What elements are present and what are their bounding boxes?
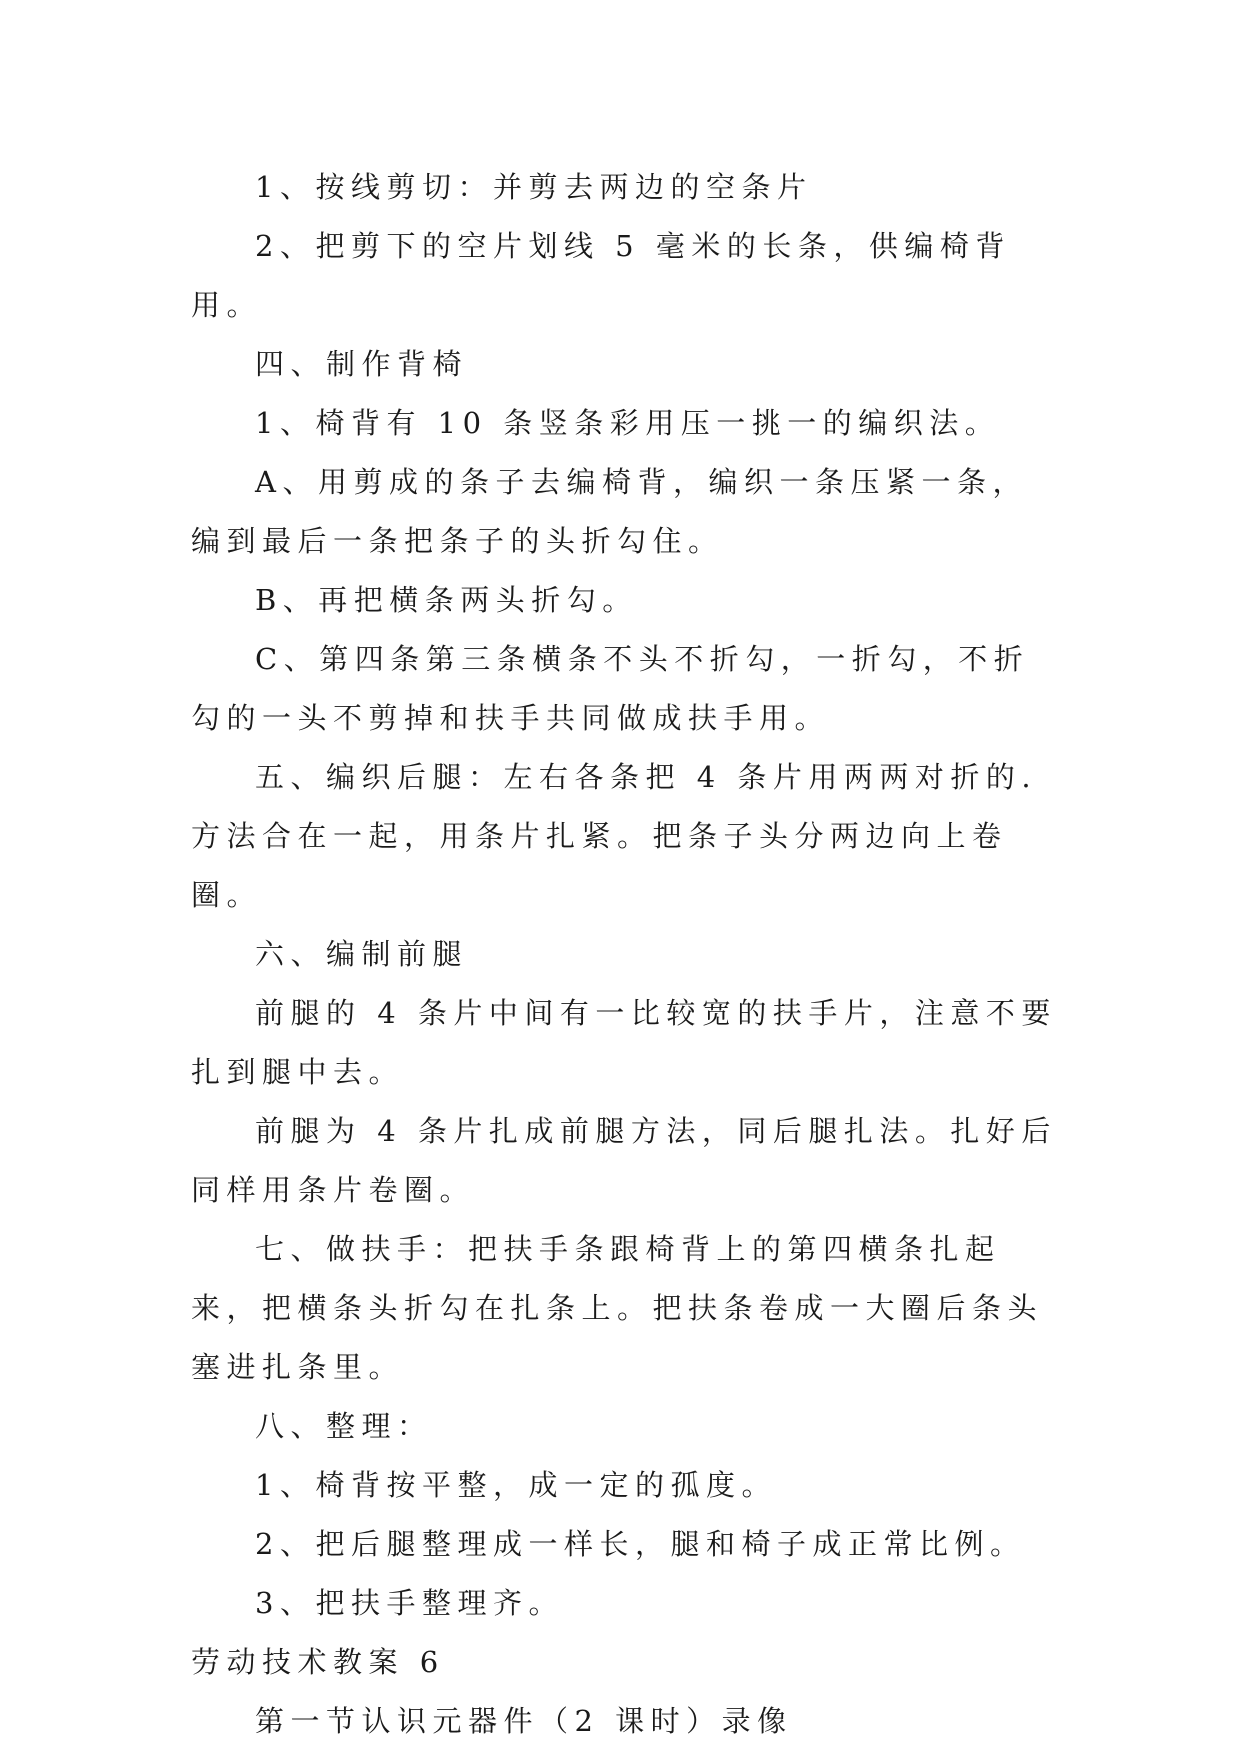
paragraph-step-cut-along-line: 1、按线剪切：并剪去两边的空条片 (255, 170, 813, 204)
paragraph-finishing-1: 1、椅背按平整，成一定的孤度。 (255, 1468, 777, 1502)
section-heading-make-front-legs: 六、编制前腿 (255, 937, 469, 971)
paragraph-chair-back-weave: 1、椅背有 10 条竖条彩用压一挑一的编织法。 (255, 406, 1001, 440)
section-heading-weave-back-legs: 五、编织后腿：左右各条把 4 条片用两两对折的.方法合在一起，用条片扎紧。把条子头分两边向上卷圈。 (191, 760, 1038, 912)
document-body (191, 158, 1061, 1751)
paragraph-finishing-2: 2、把后腿整理成一样长，腿和椅子成正常比例。 (255, 1527, 1026, 1561)
paragraph-step-a: A、用剪成的条子去编椅背，编织一条压紧一条，编到最后一条把条子的头折勾住。 (191, 465, 1028, 558)
paragraph-finishing-3: 3、把扶手整理齐。 (255, 1586, 564, 1620)
paragraph-front-legs-method: 前腿为 4 条片扎成前腿方法，同后腿扎法。扎好后同样用条片卷圈。 (191, 1114, 1057, 1207)
section-heading-finishing: 八、整理： (255, 1409, 433, 1443)
paragraph-step-cut-strips: 2、把剪下的空片划线 5 毫米的长条，供编椅背用。 (191, 229, 1011, 322)
paragraph-step-b: B、再把横条两头折勾。 (255, 583, 638, 617)
section-heading-make-chair-back: 四、制作背椅 (255, 347, 469, 381)
paragraph-step-c: C、第四条第三条横条不头不折勾，一折勾，不折勾的一头不剪掉和扶手共同做成扶手用。 (191, 642, 1030, 735)
lesson-plan-title: 劳动技术教案 6 (191, 1645, 445, 1679)
paragraph-front-legs-note: 前腿的 4 条片中间有一比较宽的扶手片，注意不要扎到腿中去。 (191, 996, 1057, 1089)
section-heading-make-armrest: 七、做扶手：把扶手条跟椅背上的第四横条扎起来，把横条头折勾在扎条上。把扶条卷成一大圈后条头塞进扎条里。 (191, 1232, 1044, 1384)
lesson-section-title: 第一节认识元器件（2 课时）录像 (255, 1704, 793, 1738)
